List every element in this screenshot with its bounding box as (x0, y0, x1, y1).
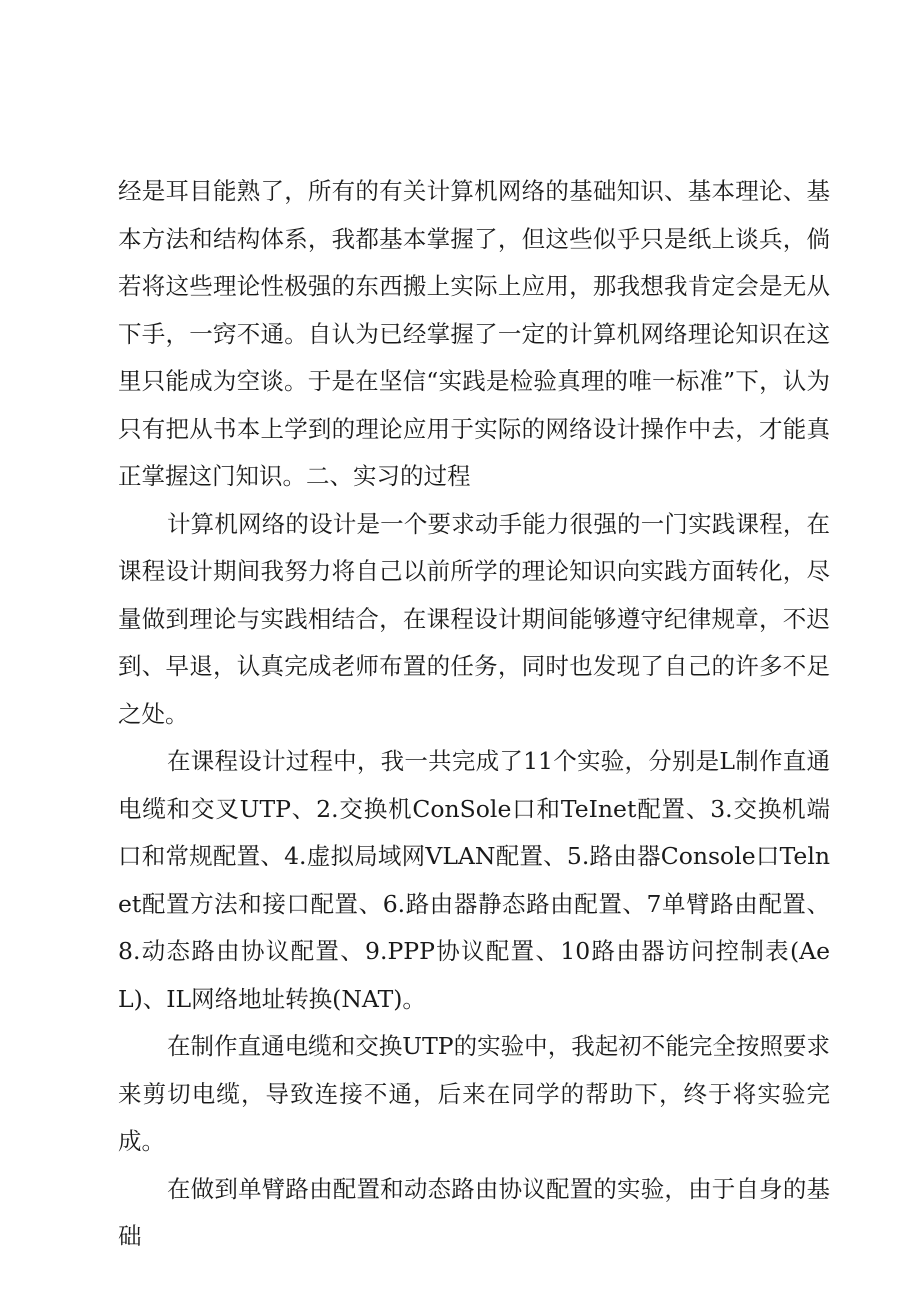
paragraph-5: 在做到单臂路由配置和动态路由协议配置的实验，由于自身的基础 (118, 1174, 830, 1250)
paragraph-1: 经是耳目能熟了，所有的有关计算机网络的基础知识、基本理论、基本方法和结构体系，我都基本掌握了，但这些似乎只是纸上谈兵，倘若将这些理论性极强的东西搬上实际上应用，那我想我肯定会是无从下手，一窍不通。自认为已经掌握了一定的计算机网络理论知识在这里只能成为空谈。于是在坚信“实践是检验真理的唯一标准”下，认为只有把从书本上学到的理论应用于实际的网络设计操作中去，才能真正掌握这门知识。二、实习的过程 (118, 177, 830, 490)
paragraph-3: 在课程设计过程中，我一共完成了11个实验，分别是L制作直通电缆和交叉UTP、2.交换机ConSole口和TeInet配置、3.交换机端口和常规配置、4.虚拟局域网VLAN配置、5.路由器Console口Telnet配置方法和接口配置、6.路由器静态路由配置、7单臂路由配置、8.动态路由协议配置、9.PPP协议配置、10路由器访问控制表(AeL)、IL网络地址转换(NAT)。 (118, 747, 830, 1013)
document-body (118, 168, 830, 1261)
paragraph-2: 计算机网络的设计是一个要求动手能力很强的一门实践课程，在课程设计期间我努力将自己以前所学的理论知识向实践方面转化，尽量做到理论与实践相结合，在课程设计期间能够遵守纪律规章，不迟到、早退，认真完成老师布置的任务，同时也发现了自己的许多不足之处。 (118, 509, 830, 728)
paragraph-4: 在制作直通电缆和交换UTP的实验中，我起初不能完全按照要求来剪切电缆，导致连接不通，后来在同学的帮助下，终于将实验完成。 (118, 1032, 830, 1155)
